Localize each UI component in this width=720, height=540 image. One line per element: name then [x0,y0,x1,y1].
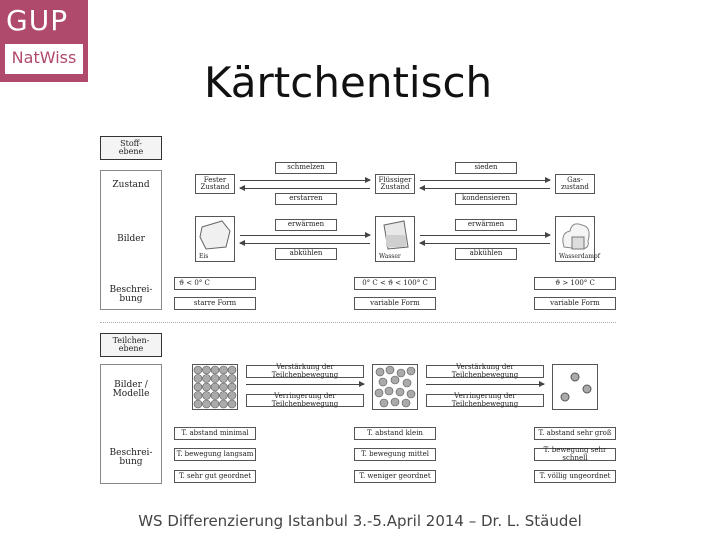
transition-erstarren: erstarren [275,193,337,205]
form-solid: starre Form [174,297,256,310]
transition-abkuehlen-1: abkühlen [275,248,337,260]
caption-steam: Wasserdampf [559,253,600,260]
caption-water: Wasser [379,253,401,260]
gup-natwiss-logo [0,0,88,82]
logo-natwiss-box [5,44,83,74]
particle [220,392,228,400]
particle [228,400,236,408]
arrow-right [426,384,544,385]
abstand-solid: T. abstand minimal [174,427,256,440]
particle [386,366,394,374]
particle [203,366,211,374]
verstaerkung-1: Verstärkung der Teilchenbewegung [246,365,364,378]
model-solid [192,364,238,410]
arrow-left [420,243,550,244]
ice-icon [196,217,234,253]
particle [391,376,399,384]
particle [211,366,219,374]
particle [203,400,211,408]
verringerung-1: Verringerung der Teilchenbewegung [246,394,364,407]
particle [203,383,211,391]
particle [211,383,219,391]
particle [194,392,202,400]
particle [211,400,219,408]
form-gas: variable Form [534,297,616,310]
particles-gas-icon [553,365,597,409]
particles-ordered-icon [193,365,237,409]
arrow-left [240,243,370,244]
arrow-right [420,180,550,181]
particle [211,375,219,383]
particle [407,390,415,398]
water-glass-icon [376,217,414,253]
abstand-liquid: T. abstand klein [354,427,436,440]
form-liquid: variable Form [354,297,436,310]
steam-icon [556,217,594,253]
arrow-right [240,180,370,181]
transition-kondensieren: kondensieren [455,193,517,205]
particle [203,375,211,383]
particle [380,399,388,407]
particle [385,387,393,395]
ordnung-liquid: T. weniger geordnet [354,470,436,483]
caption-ice: Eis [199,253,209,260]
arrow-left [240,188,370,189]
particle [397,369,405,377]
state-liquid: Flüssiger Zustand [375,174,415,194]
arrow-right [420,235,550,236]
particle [228,383,236,391]
particle [407,367,415,375]
row-modelle: Bilder / Modelle [112,379,150,399]
particle [211,392,219,400]
particle [396,388,404,396]
ordnung-solid: T. sehr gut geordnet [174,470,256,483]
slide-title: Kärtchentisch [204,58,493,107]
image-water [375,216,415,262]
particle [194,400,202,408]
ordnung-gas: T. völlig ungeordnet [534,470,616,483]
particle [375,389,383,397]
particle [220,366,228,374]
image-steam [555,216,600,262]
stoff-header: Stoff- ebene [100,136,162,160]
logo-natwiss-text: NatWiss [11,48,77,67]
state-solid: Fester Zustand [195,174,235,194]
temp-liquid: 0° C < ϑ < 100° C [354,277,436,290]
transition-erwaermen-2: erwärmen [455,219,517,231]
particles-liquid-icon [373,365,417,409]
temp-solid: ϑ < 0° C [174,277,256,290]
particle [402,399,410,407]
particle [228,375,236,383]
particle [220,375,228,383]
row-bilder: Bilder [117,234,145,245]
bewegung-gas: T. bewegung sehr schnell [534,448,616,461]
particle [379,378,387,386]
row-beschreibung-teilchen: Beschrei- bung [109,447,153,467]
row-beschreibung: Beschrei- bung [109,284,153,304]
particle [220,383,228,391]
model-liquid [372,364,418,410]
transition-abkuehlen-2: abkühlen [455,248,517,260]
image-ice [195,216,235,262]
divider [100,322,616,323]
transition-erwaermen-1: erwärmen [275,219,337,231]
row-zustand: Zustand [112,180,150,191]
logo-gup-text: GUP [6,4,69,37]
bewegung-solid: T. bewegung langsam [174,448,256,461]
verstaerkung-2: Verstärkung der Teilchenbewegung [426,365,544,378]
particle [228,392,236,400]
arrow-right [246,384,364,385]
state-gas: Gas- zustand [555,174,595,194]
temp-gas: ϑ > 100° C [534,277,616,290]
verringerung-2: Verringerung der Teilchenbewegung [426,394,544,407]
particle [376,368,384,376]
particle [228,366,236,374]
arrow-left [420,188,550,189]
model-gas [552,364,598,410]
particle [403,379,411,387]
bewegung-liquid: T. bewegung mittel [354,448,436,461]
particle [391,398,399,406]
particle [203,392,211,400]
transition-sieden: sieden [455,162,517,174]
teilchen-header: Teilchen- ebene [100,333,162,357]
footer: WS Differenzierung Istanbul 3.-5.April 2014 – Dr. L. Stäudel [138,512,582,530]
particle [194,375,202,383]
abstand-gas: T. abstand sehr groß [534,427,616,440]
particle [220,400,228,408]
particle [194,366,202,374]
arrow-right [240,235,370,236]
transition-schmelzen: schmelzen [275,162,337,174]
particle [194,383,202,391]
